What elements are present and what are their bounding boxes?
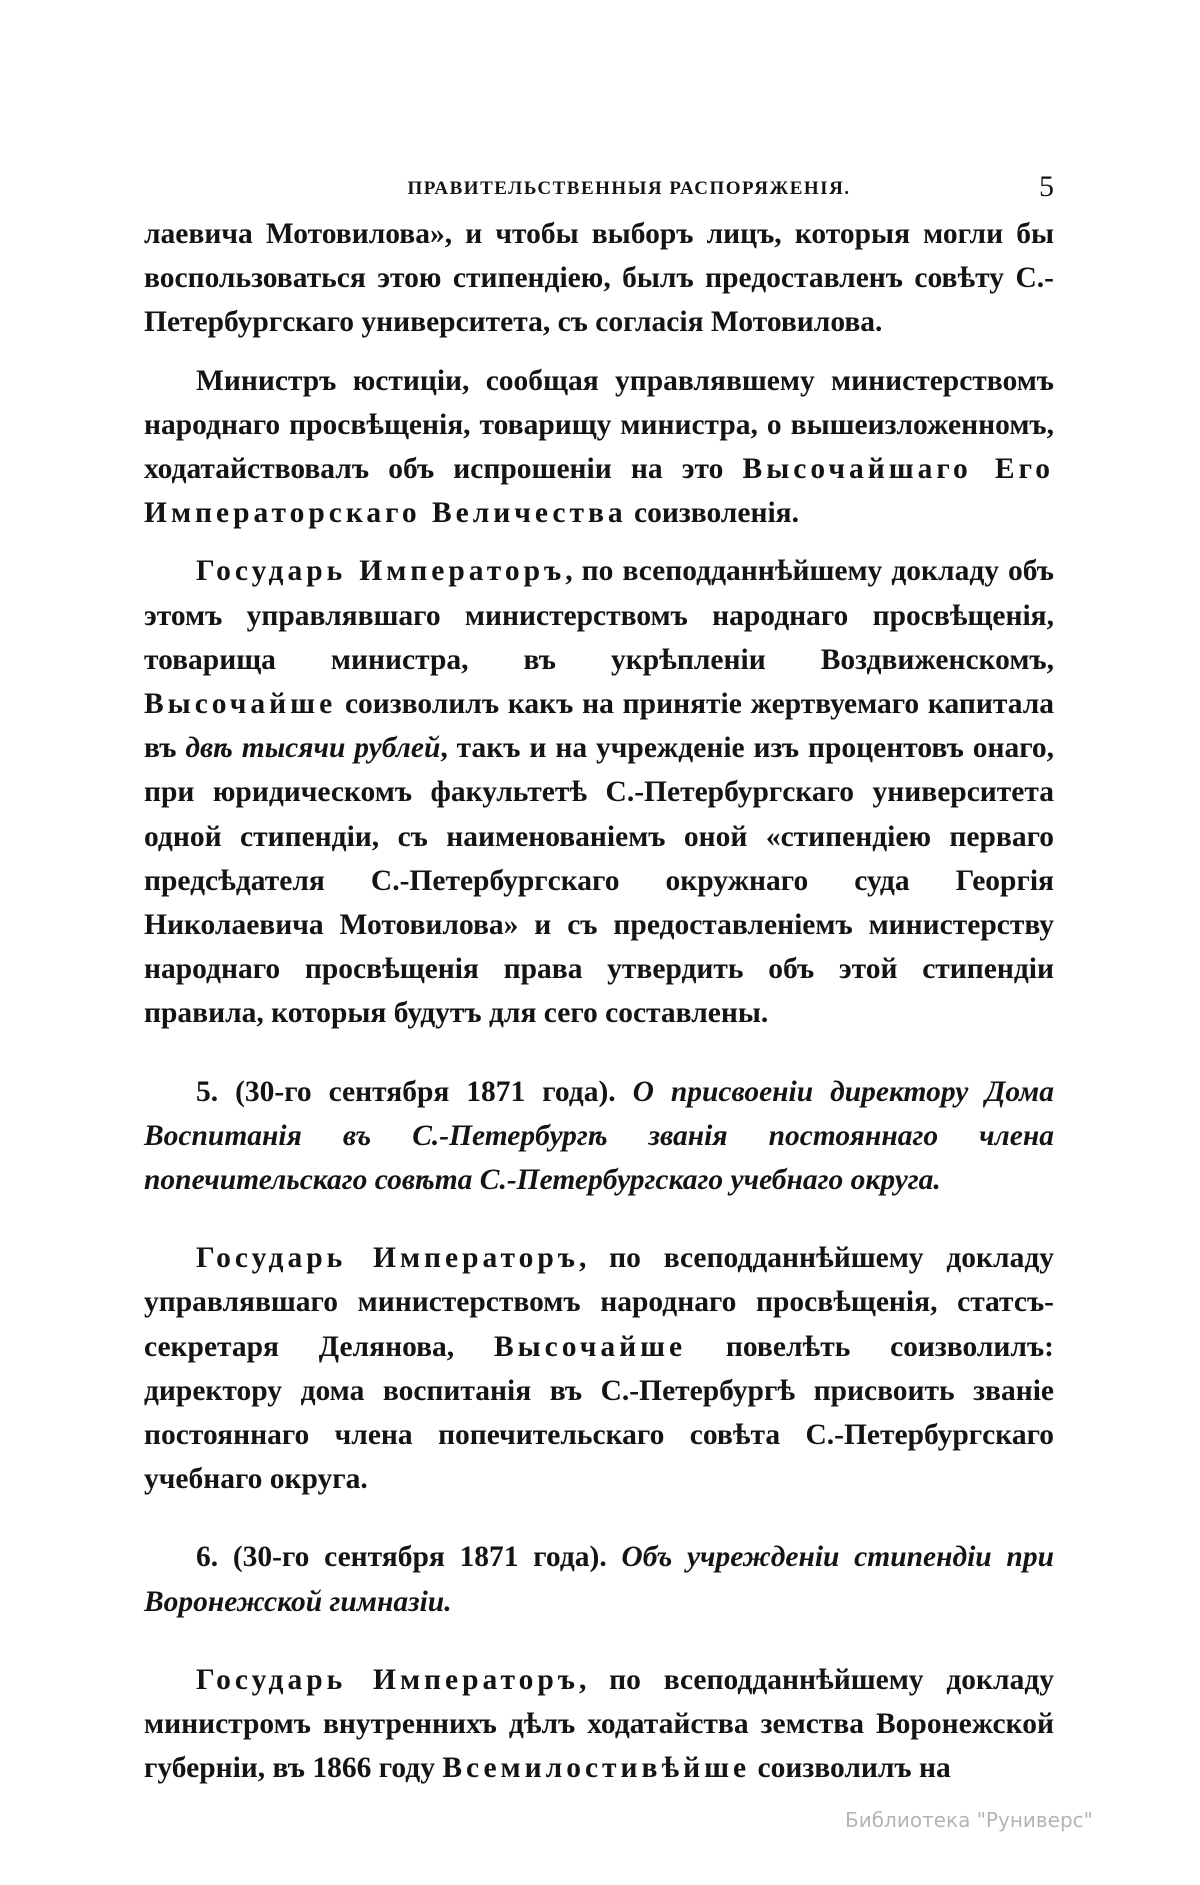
running-header <box>144 168 1054 212</box>
text-run-spaced: Высочайшаго Его Императорскаго Величества <box>144 453 1055 530</box>
book-page <box>144 168 1054 1791</box>
text-run: , такъ и на учрежденіе изъ процентовъ онаго, при юридическомъ факультетѣ С.-Петербургскаго университета одной стипендіи, съ наименованіемъ оной «стипендіею перваго предсѣдателя С.-Петербургскаго окружнаго суда Георгія Николаевича Мотовилова» и съ предоставленіемъ министерству народнаго просвѣщенія права утвердить объ этой стипендіи правила, которыя будутъ для сего составлены. <box>144 732 1054 1030</box>
text-run-italic: двѣ тысячи рублей <box>185 732 441 765</box>
text-run-spaced: Государь Императоръ <box>196 555 566 588</box>
text-run: повелѣть соизволилъ: директору дома воспитанія въ С.-Петербургѣ присвоить званіе постояннаго члена попечительскаго совѣта С.-Петербургскаго учебнаго округа. <box>144 1330 1054 1496</box>
text-run-spaced: Государь Императоръ <box>196 1663 579 1696</box>
section-title: О присвоеніи директору Дома Воспитанія въ С.-Петербургѣ званія постояннаго члена попечительскаго совѣта С.-Петербургскаго учебнаго округа. <box>144 1075 1054 1197</box>
text-run-spaced: Всемилостивѣйше <box>442 1752 751 1785</box>
text-run-spaced: Высочайше <box>493 1330 687 1363</box>
section-6-heading <box>144 1535 1054 1623</box>
paragraph-section-6 <box>144 1658 1054 1791</box>
paragraph-decree <box>144 549 1054 1035</box>
text-run: соизволилъ какъ на принятіе жертвуемаго капитала въ <box>144 688 1054 765</box>
text-run: соизволилъ на <box>750 1752 951 1785</box>
text-run: , по всеподданнѣйшему докладу объ этомъ управлявшаго министерствомъ народнаго просвѣщенія, товарища министра, въ укрѣпленіи Воздвиженскомъ, <box>144 555 1054 676</box>
paragraph-section-5 <box>144 1236 1054 1501</box>
section-number: 6. (30-го сентября 1871 года). <box>196 1541 622 1574</box>
text-run: соизволенія. <box>626 497 799 530</box>
text-run-spaced: Государь Императоръ <box>196 1242 579 1275</box>
paragraph-continuation: лаевича Мотовилова», и чтобы выборъ лицъ, которыя могли бы воспользоваться этою стипендіею, былъ предоставленъ совѣту С.-Петербургскаго университета, съ согласія Мотовилова. <box>144 218 1054 339</box>
library-watermark: Библиотека "Руниверс" <box>845 1808 1093 1832</box>
section-5-heading <box>144 1070 1054 1203</box>
section-title: Объ учрежденіи стипендіи при Воронежской гимназіи. <box>144 1541 1054 1618</box>
text-run-spaced: Высочайше <box>144 688 337 721</box>
paragraph-minister <box>144 359 1054 536</box>
running-title: ПРАВИТЕЛЬСТВЕННЫЯ РАСПОРЯЖЕНІЯ. <box>407 178 851 199</box>
text-run: , по всеподданнѣйшему докладу министромъ внутреннихъ дѣлъ ходатайства земства Воронежской губерніи, въ 1866 году <box>144 1663 1054 1785</box>
page-number: 5 <box>1039 170 1054 203</box>
text-run: Министръ юстиціи, сообщая управлявшему министерствомъ народнаго просвѣщенія, товарищу министра, о вышеизложенномъ, ходатайствовалъ объ испрошеніи на это <box>144 364 1054 486</box>
section-number: 5. (30-го сентября 1871 года). <box>196 1075 633 1108</box>
text-run: , по всеподданнѣйшему докладу управлявшаго министерствомъ народнаго просвѣщенія, статсъ-секретаря Делянова, <box>144 1242 1054 1363</box>
